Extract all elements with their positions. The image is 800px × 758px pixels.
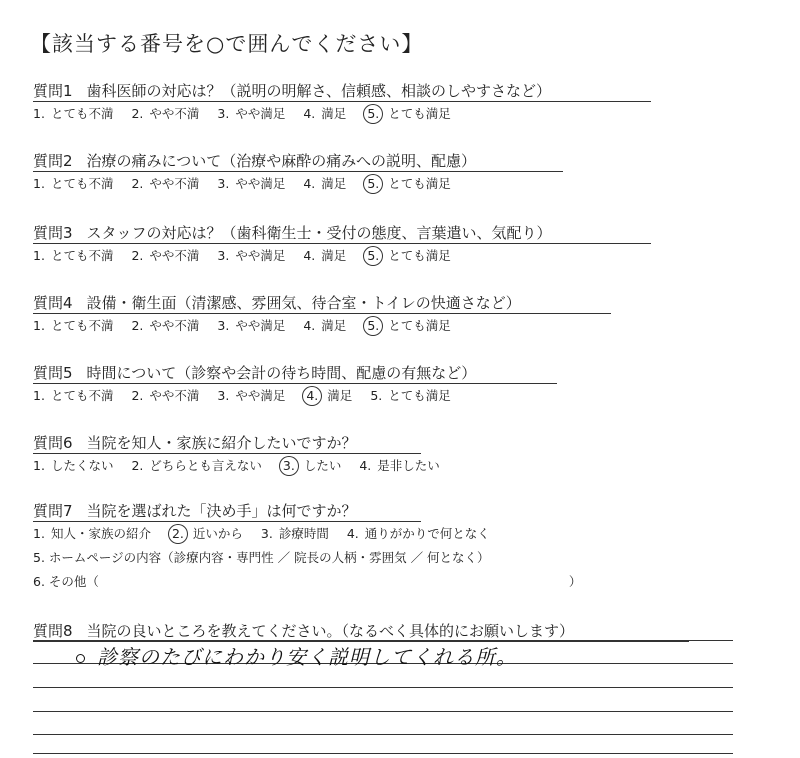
option-selected[interactable] [364, 316, 450, 334]
option-number: 5. [363, 174, 383, 194]
question-underline [33, 383, 557, 384]
option-number: 2. [131, 248, 144, 263]
option-number: 2. [131, 176, 144, 191]
question-number: 質問7 [33, 502, 73, 520]
question-2 [33, 150, 476, 171]
question-text: 治療の痛みについて（治療や麻酔の痛みへの説明、配慮） [86, 152, 476, 170]
option[interactable] [303, 104, 346, 122]
option-number: 5. [363, 246, 383, 266]
option[interactable] [33, 524, 151, 542]
question-3 [33, 222, 552, 243]
option-number: 5. [363, 316, 383, 336]
option-number: 4. [303, 318, 316, 333]
option-label: 満足 [321, 318, 347, 333]
question-6-options [33, 456, 458, 474]
option-label: 満足 [321, 106, 347, 121]
option-number: 3. [217, 388, 230, 403]
question-underline [33, 171, 563, 172]
option-number: 5. [370, 388, 383, 403]
option[interactable] [33, 174, 113, 192]
option-number: 1. [33, 526, 45, 541]
option-label: とても満足 [388, 248, 451, 263]
question-7 [33, 500, 357, 521]
option-label: 満足 [321, 176, 347, 191]
question-number: 質問5 [33, 364, 73, 382]
option-label: とても満足 [388, 176, 451, 191]
q8-answer-text: 診察のたびにわかり安く説明してくれる所。 [97, 645, 517, 669]
question-underline [33, 521, 421, 522]
option[interactable] [217, 104, 285, 122]
option-label: とても満足 [388, 318, 451, 333]
option-label: やや満足 [235, 388, 286, 403]
question-1-options [33, 104, 469, 122]
answer-line [33, 734, 733, 735]
option-label: やや不満 [149, 248, 200, 263]
question-underline [33, 243, 651, 244]
option[interactable] [217, 386, 285, 404]
option[interactable] [131, 174, 199, 192]
option-number: 2. [168, 524, 188, 544]
option-label: とても不満 [50, 248, 114, 263]
option-number: 1. [33, 248, 45, 263]
option[interactable] [33, 386, 113, 404]
option-label: とても満足 [388, 106, 451, 121]
question-4 [33, 292, 521, 313]
option-label: したくない [50, 458, 114, 473]
option-number: 4. [302, 386, 322, 406]
option-label: やや不満 [149, 106, 200, 121]
q7-option-5[interactable]: 5. ホームページの内容（診療内容・専門性 ／ 院長の人柄・雰囲気 ／ 何となく） [33, 550, 490, 565]
question-number: 質問2 [33, 152, 73, 170]
option[interactable] [370, 386, 450, 404]
question-underline [33, 453, 421, 454]
option-number: 2. [131, 318, 144, 333]
option-number: 4. [359, 458, 372, 473]
option-selected[interactable] [364, 104, 450, 122]
option-number: 4. [346, 526, 359, 541]
question-text: 歯科医師の対応は？（説明の明解さ、信頼感、相談のしやすさなど） [86, 82, 551, 100]
option-number: 1. [33, 318, 45, 333]
q7-option-6-close: ） [568, 574, 582, 589]
option-number: 3. [217, 106, 230, 121]
option-label: とても不満 [50, 106, 114, 121]
option[interactable] [261, 524, 329, 542]
option-label: とても不満 [50, 176, 114, 191]
option-label: 通りがかりで何となく [364, 526, 490, 541]
answer-line [33, 687, 733, 688]
option[interactable] [303, 174, 346, 192]
question-number: 質問8 [33, 622, 73, 640]
option-number: 3. [217, 248, 230, 263]
answer-line [33, 753, 733, 754]
question-text: 当院を知人・家族に紹介したいですか？ [86, 434, 357, 452]
question-text: 当院を選ばれた「決め手」は何ですか？ [86, 502, 357, 520]
option-selected[interactable] [169, 524, 243, 542]
question-number: 質問3 [33, 224, 73, 242]
option[interactable] [33, 104, 113, 122]
option-label: どちらとも言えない [149, 458, 262, 473]
question-underline [33, 101, 651, 102]
option-number: 2. [131, 458, 144, 473]
option-label: とても満足 [388, 388, 451, 403]
option-number: 3. [217, 176, 230, 191]
question-4-options [33, 316, 469, 334]
q7-option-6-label: 6. その他（ [33, 574, 99, 589]
option-label: やや満足 [235, 106, 286, 121]
option-number: 1. [33, 176, 45, 191]
option-label: やや満足 [235, 176, 286, 191]
question-6 [33, 432, 357, 453]
option[interactable] [217, 316, 285, 334]
question-5 [33, 362, 476, 383]
option-number: 1. [33, 106, 45, 121]
option-number: 5. [363, 104, 383, 124]
option[interactable] [131, 386, 199, 404]
option-number: 4. [303, 176, 316, 191]
option[interactable] [131, 456, 261, 474]
page-title: 【該当する番号を○で囲んでください】 [30, 32, 424, 56]
option-number: 3. [217, 318, 230, 333]
option[interactable] [131, 246, 199, 264]
option-label: やや満足 [235, 248, 286, 263]
option-label: 満足 [321, 248, 347, 263]
question-3-options [33, 246, 469, 264]
q7-option-6[interactable] [33, 572, 581, 590]
answer-line [33, 711, 733, 712]
option-label: したい [303, 458, 342, 473]
question-1 [33, 80, 551, 101]
option-label: やや不満 [149, 318, 200, 333]
option-label: 知人・家族の紹介 [50, 526, 151, 541]
option[interactable] [33, 316, 113, 334]
option-number: 1. [33, 458, 45, 473]
question-8 [33, 620, 574, 641]
option[interactable] [131, 316, 199, 334]
option-number: 3. [260, 526, 273, 541]
option-label: 満足 [327, 388, 353, 403]
question-text: 当院の良いところを教えてください。（なるべく具体的にお願いします） [86, 622, 575, 640]
option[interactable] [33, 246, 113, 264]
option-label: 近いから [192, 526, 243, 541]
question-number: 質問4 [33, 294, 73, 312]
question-7-options [33, 524, 508, 542]
option[interactable] [303, 316, 346, 334]
option-selected[interactable] [303, 386, 352, 404]
q8-handwritten-answer [76, 641, 517, 670]
option-number: 4. [303, 248, 316, 263]
option-label: とても不満 [50, 388, 114, 403]
option[interactable] [359, 456, 439, 474]
option-selected[interactable] [364, 174, 450, 192]
option-selected[interactable] [364, 246, 450, 264]
option[interactable] [131, 104, 199, 122]
question-text: 時間について（診察や会計の待ち時間、配慮の有無など） [86, 364, 477, 382]
option-label: やや満足 [235, 318, 286, 333]
option-label: とても不満 [50, 318, 114, 333]
question-text: 設備・衛生面（清潔感、雰囲気、待合室・トイレの快適さなど） [86, 294, 521, 312]
option[interactable] [217, 246, 285, 264]
question-number: 質問1 [33, 82, 73, 100]
option-number: 4. [303, 106, 316, 121]
question-number: 質問6 [33, 434, 73, 452]
option-selected[interactable] [280, 456, 341, 474]
question-2-options [33, 174, 469, 192]
option[interactable] [33, 456, 113, 474]
option-number: 2. [131, 388, 144, 403]
bullet-icon [76, 654, 85, 663]
option-label: やや不満 [149, 388, 200, 403]
option-label: やや不満 [149, 176, 200, 191]
question-underline [33, 313, 611, 314]
option[interactable] [303, 246, 346, 264]
question-text: スタッフの対応は？（歯科衛生士・受付の態度、言葉遣い、気配り） [86, 224, 552, 242]
option-number: 3. [279, 456, 299, 476]
option[interactable] [347, 524, 490, 542]
option-label: 是非したい [377, 458, 440, 473]
option[interactable] [217, 174, 285, 192]
option-number: 1. [33, 388, 45, 403]
question-5-options [33, 386, 469, 404]
option-label: 診療時間 [278, 526, 329, 541]
option-number: 2. [131, 106, 144, 121]
